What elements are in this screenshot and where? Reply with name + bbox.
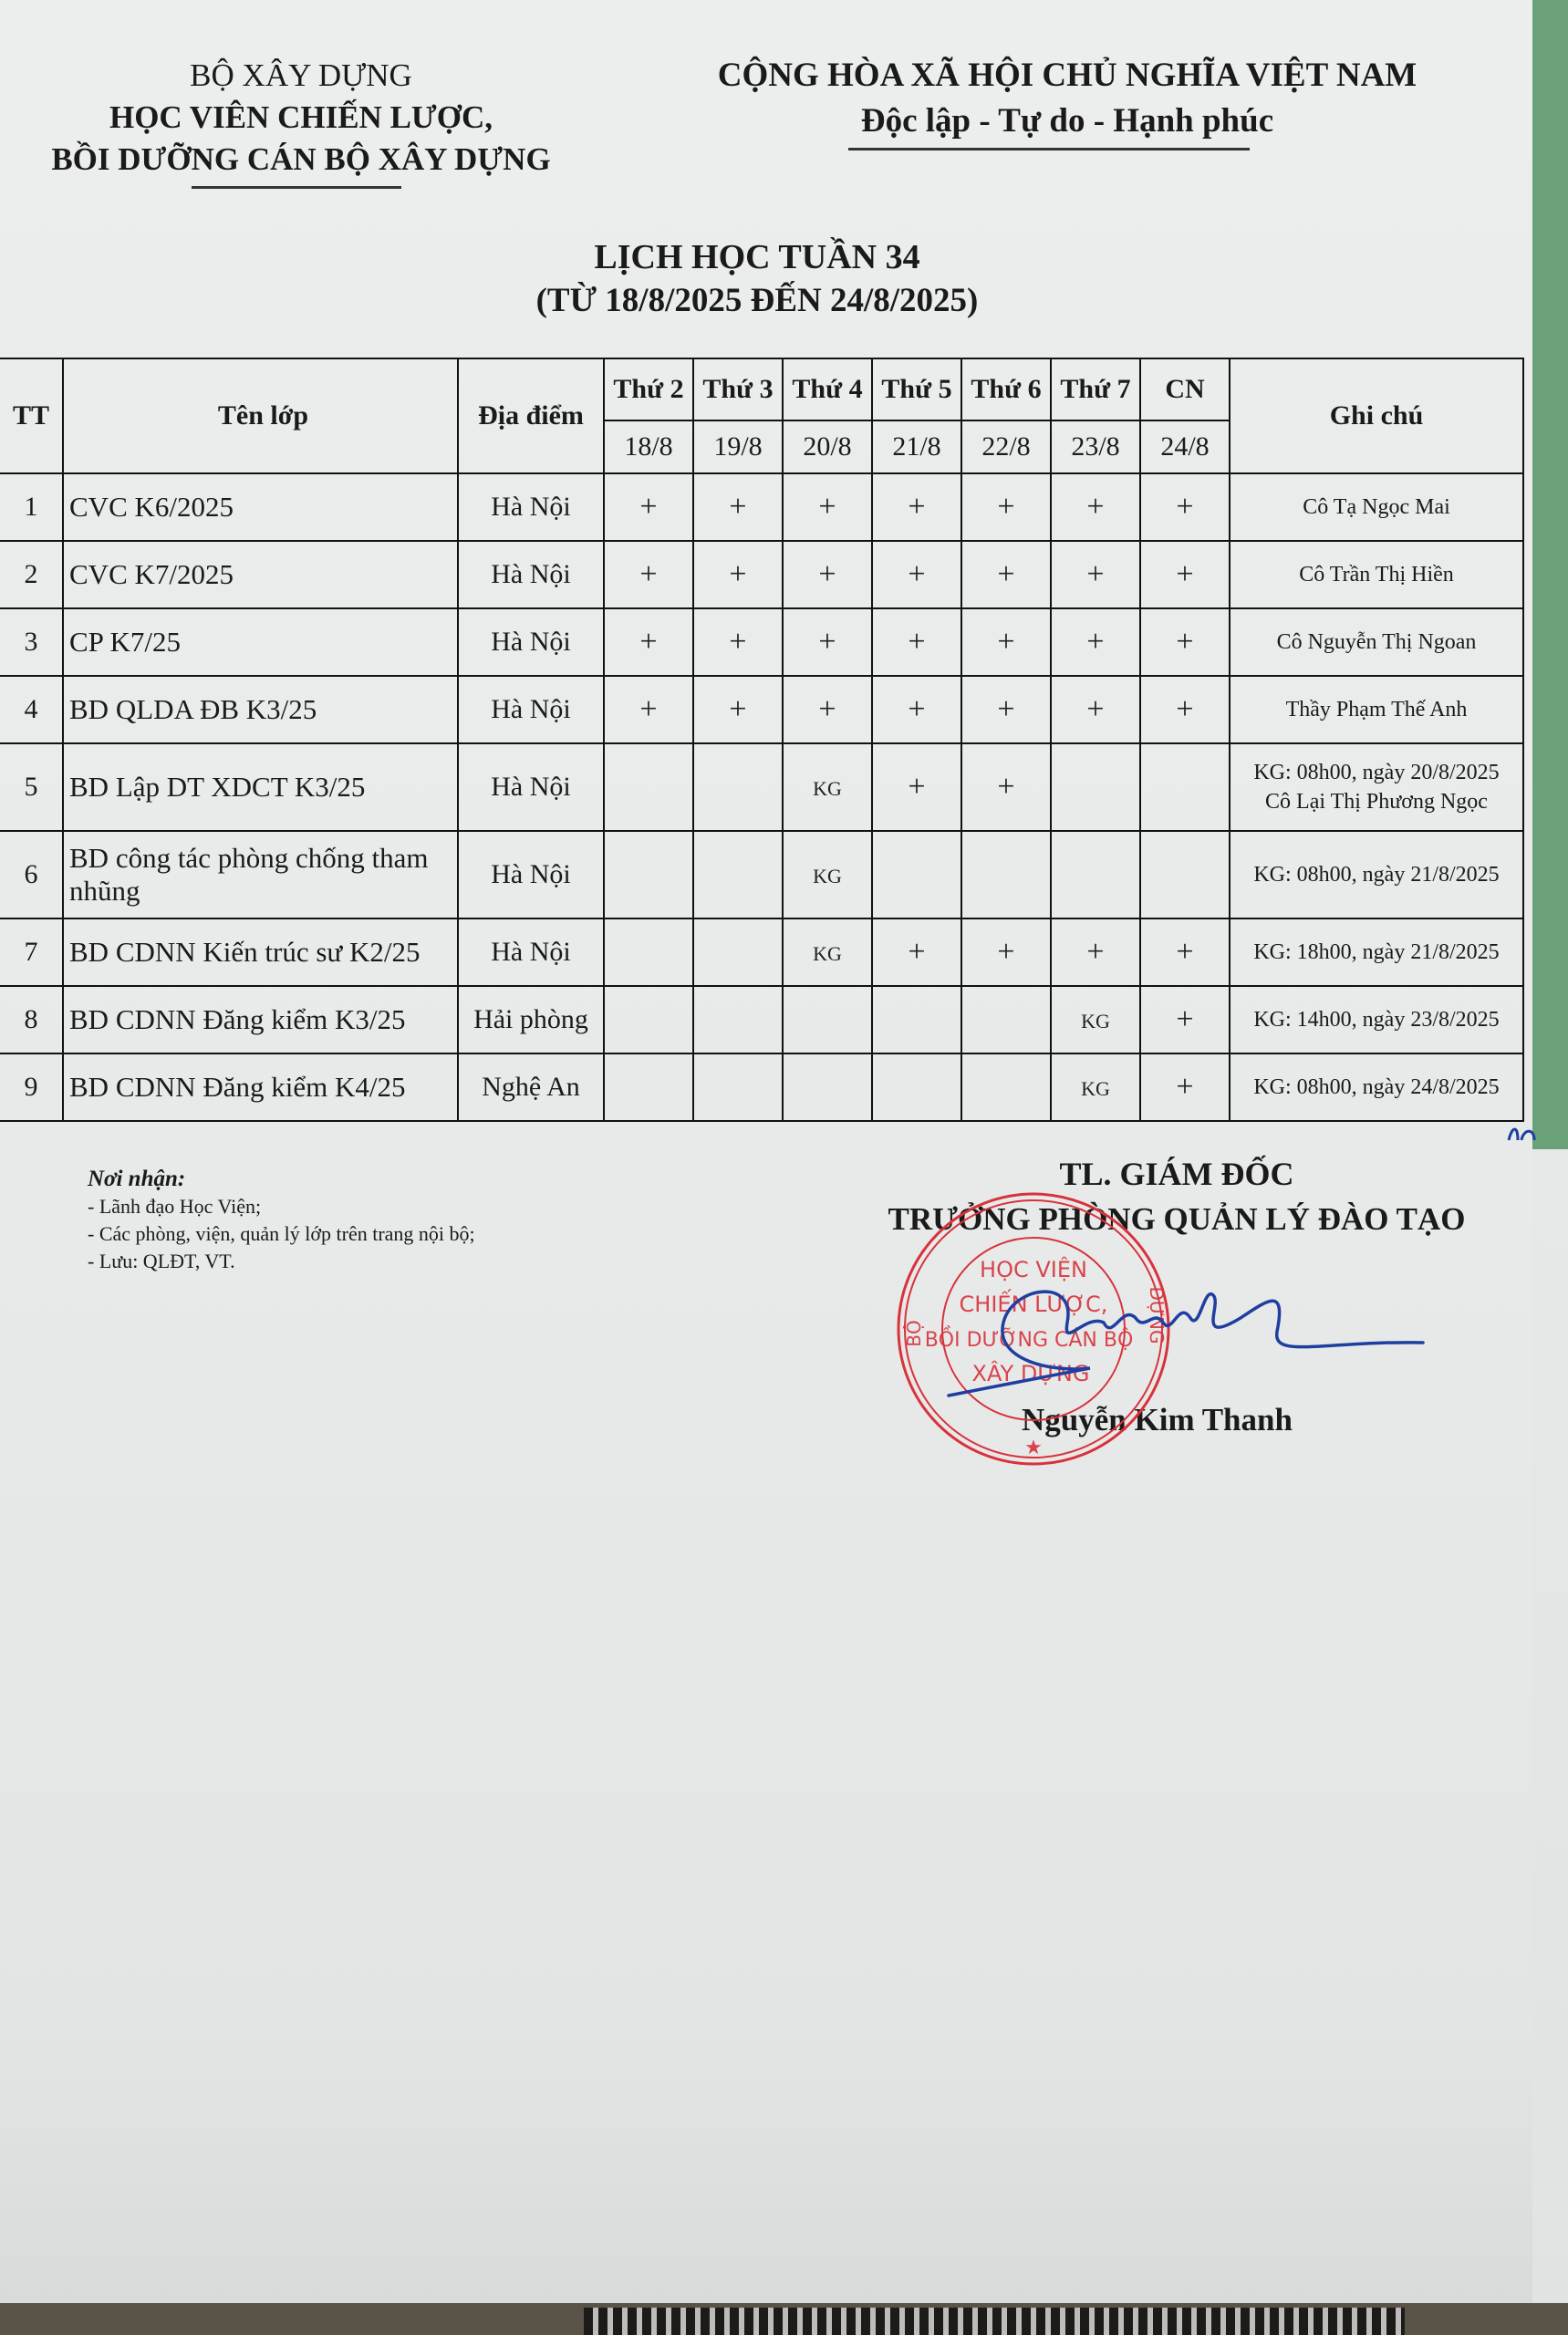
class-location: Hà Nội	[458, 743, 604, 831]
day-cell	[783, 541, 872, 608]
session-mark: +	[997, 490, 1015, 524]
session-mark: +	[1086, 935, 1105, 969]
col-header-note: Ghi chú	[1230, 358, 1523, 473]
row-number: 6	[0, 831, 63, 918]
session-mark: +	[908, 935, 926, 969]
table-row	[0, 608, 1523, 676]
day-cell	[1051, 1053, 1140, 1121]
session-mark: +	[997, 625, 1015, 659]
day-cell	[961, 918, 1051, 986]
note-cell	[1230, 473, 1523, 541]
day-cell	[872, 676, 961, 743]
session-mark: +	[1176, 625, 1194, 659]
note-line: Cô Lại Thị Phương Ngọc	[1265, 790, 1488, 814]
day-cell	[1051, 473, 1140, 541]
signer-name: Nguyễn Kim Thanh	[1022, 1402, 1293, 1437]
session-mark: +	[1176, 490, 1194, 524]
day-cell	[783, 986, 872, 1053]
recipient-item: - Lãnh đạo Học Viện;	[88, 1195, 262, 1218]
note-line: KG: 08h00, ngày 21/8/2025	[1253, 863, 1500, 887]
day-cell	[961, 1053, 1051, 1121]
class-location: Hà Nội	[458, 473, 604, 541]
session-mark: +	[1086, 490, 1105, 524]
day-cell	[961, 831, 1051, 918]
opening-mark: KG	[813, 777, 842, 800]
day-cell	[872, 1053, 961, 1121]
class-location: Hà Nội	[458, 608, 604, 676]
day-cell	[783, 918, 872, 986]
day-cell	[872, 986, 961, 1053]
note-line: Cô Nguyễn Thị Ngoan	[1276, 630, 1477, 654]
stamp-ring-left: BỘ	[903, 1320, 925, 1347]
day-cell	[1140, 541, 1230, 608]
session-mark: +	[1176, 1070, 1194, 1104]
stamp-line: BỒI DƯỠNG CÁN BỘ	[924, 1329, 1134, 1352]
col-header-date: 21/8	[872, 420, 961, 473]
day-cell	[783, 473, 872, 541]
opening-mark: KG	[1081, 1010, 1110, 1033]
day-cell	[1140, 743, 1230, 831]
col-header-date: 24/8	[1140, 420, 1230, 473]
col-header-day: Thứ 3	[693, 358, 783, 420]
row-number: 3	[0, 608, 63, 676]
day-cell	[604, 473, 693, 541]
session-mark: +	[1176, 935, 1194, 969]
svg-text:★: ★	[1024, 1437, 1043, 1459]
class-location: Hà Nội	[458, 676, 604, 743]
day-cell	[693, 541, 783, 608]
class-name: BD QLDA ĐB K3/25	[63, 676, 458, 743]
col-header-date: 23/8	[1051, 420, 1140, 473]
day-cell	[693, 608, 783, 676]
recipient-item: - Lưu: QLĐT, VT.	[88, 1250, 235, 1272]
session-mark: +	[997, 935, 1015, 969]
day-cell	[872, 831, 961, 918]
note-cell	[1230, 743, 1523, 831]
day-cell	[783, 743, 872, 831]
recipient-item: - Các phòng, viện, quản lý lớp trên trang nội bộ;	[88, 1222, 475, 1245]
recipients-block	[88, 1166, 475, 1275]
day-cell	[604, 986, 693, 1053]
day-cell	[1051, 986, 1140, 1053]
day-cell	[604, 1053, 693, 1121]
recipients-heading: Nơi nhận:	[88, 1167, 186, 1191]
day-cell	[1140, 676, 1230, 743]
table-row	[0, 831, 1523, 918]
background-green-edge	[1532, 0, 1568, 1149]
col-header-date: 22/8	[961, 420, 1051, 473]
day-cell	[783, 608, 872, 676]
signature-position: TRƯỞNG PHÒNG QUẢN LÝ ĐÀO TẠO	[888, 1201, 1466, 1237]
day-cell	[872, 473, 961, 541]
day-cell	[1051, 831, 1140, 918]
day-cell	[872, 743, 961, 831]
note-cell	[1230, 986, 1523, 1053]
class-name: CVC K6/2025	[63, 473, 458, 541]
day-cell	[1051, 541, 1140, 608]
row-number: 7	[0, 918, 63, 986]
day-cell	[1140, 986, 1230, 1053]
day-cell	[1051, 676, 1140, 743]
day-cell	[693, 986, 783, 1053]
note-cell	[1230, 1053, 1523, 1121]
stamp-line: HỌC VIỆN	[980, 1257, 1087, 1282]
class-location: Nghệ An	[458, 1053, 604, 1121]
opening-mark: KG	[1081, 1077, 1110, 1100]
class-name: BD Lập DT XDCT K3/25	[63, 743, 458, 831]
table-row	[0, 1053, 1523, 1121]
table-row	[0, 676, 1523, 743]
col-header-day: Thứ 6	[961, 358, 1051, 420]
day-cell	[693, 831, 783, 918]
note-line: Cô Trần Thị Hiền	[1299, 563, 1454, 586]
class-name: CP K7/25	[63, 608, 458, 676]
day-cell	[961, 676, 1051, 743]
session-mark: +	[1086, 692, 1105, 726]
col-header-day: CN	[1140, 358, 1230, 420]
session-mark: +	[818, 557, 836, 591]
day-cell	[604, 676, 693, 743]
day-cell	[1140, 608, 1230, 676]
row-number: 2	[0, 541, 63, 608]
day-cell	[604, 743, 693, 831]
session-mark: +	[1176, 1002, 1194, 1036]
session-mark: +	[729, 692, 747, 726]
session-mark: +	[908, 770, 926, 804]
session-mark: +	[1176, 692, 1194, 726]
day-cell	[604, 918, 693, 986]
schedule-table	[0, 358, 1524, 1122]
day-cell	[693, 1053, 783, 1121]
day-cell	[783, 676, 872, 743]
day-cell	[1140, 918, 1230, 986]
note-cell	[1230, 608, 1523, 676]
opening-mark: KG	[813, 865, 842, 887]
session-mark: +	[639, 557, 658, 591]
col-header-day: Thứ 5	[872, 358, 961, 420]
day-cell	[693, 473, 783, 541]
note-cell	[1230, 676, 1523, 743]
institute-name-line2: BỒI DƯỠNG CÁN BỘ XÂY DỰNG	[51, 141, 551, 177]
note-line: KG: 08h00, ngày 20/8/2025	[1253, 761, 1500, 784]
session-mark: +	[997, 692, 1015, 726]
opening-mark: KG	[813, 942, 842, 965]
national-motto: Độc lập - Tự do - Hạnh phúc	[860, 102, 1274, 140]
session-mark: +	[818, 490, 836, 524]
pen-mark-icon	[1505, 1120, 1542, 1147]
row-number: 4	[0, 676, 63, 743]
session-mark: +	[729, 490, 747, 524]
session-mark: +	[639, 692, 658, 726]
session-mark: +	[729, 625, 747, 659]
session-mark: +	[639, 625, 658, 659]
session-mark: +	[639, 490, 658, 524]
row-number: 9	[0, 1053, 63, 1121]
day-cell	[783, 1053, 872, 1121]
session-mark: +	[1176, 557, 1194, 591]
institute-name-line1: HỌC VIÊN CHIẾN LƯỢC,	[109, 99, 493, 135]
day-cell	[961, 743, 1051, 831]
stamp-ring-right: DỰNG	[1146, 1286, 1168, 1344]
session-mark: +	[818, 625, 836, 659]
day-cell	[961, 986, 1051, 1053]
col-header-date: 19/8	[693, 420, 783, 473]
background-pattern	[584, 2308, 1405, 2335]
header-right	[702, 53, 1432, 150]
class-name: BD CDNN Đăng kiểm K4/25	[63, 1053, 458, 1121]
note-line: Thầy Phạm Thế Anh	[1285, 698, 1468, 721]
nation-name: CỘNG HÒA XÃ HỘI CHỦ NGHĨA VIỆT NAM	[717, 57, 1417, 94]
class-location: Hà Nội	[458, 831, 604, 918]
note-line: Cô Tạ Ngọc Mai	[1303, 495, 1450, 519]
class-location: Hà Nội	[458, 541, 604, 608]
table-row	[0, 473, 1523, 541]
class-name: BD CDNN Đăng kiểm K3/25	[63, 986, 458, 1053]
handwritten-signature-icon	[940, 1268, 1432, 1405]
class-location: Hải phòng	[458, 986, 604, 1053]
session-mark: +	[1086, 625, 1105, 659]
col-header-day: Thứ 7	[1051, 358, 1140, 420]
day-cell	[1051, 918, 1140, 986]
col-header-day: Thứ 2	[604, 358, 693, 420]
col-header-date: 20/8	[783, 420, 872, 473]
title-line1: LỊCH HỌC TUẦN 34	[594, 238, 920, 276]
note-cell	[1230, 918, 1523, 986]
session-mark: +	[908, 625, 926, 659]
session-mark: +	[1086, 557, 1105, 591]
session-mark: +	[908, 557, 926, 591]
header-right-divider	[848, 148, 1250, 150]
session-mark: +	[908, 692, 926, 726]
table-row	[0, 541, 1523, 608]
note-line: KG: 18h00, ngày 21/8/2025	[1253, 940, 1500, 964]
day-cell	[1051, 608, 1140, 676]
day-cell	[1051, 743, 1140, 831]
class-name: CVC K7/2025	[63, 541, 458, 608]
class-name: BD công tác phòng chống tham nhũng	[63, 831, 458, 918]
ministry-name: BỘ XÂY DỰNG	[190, 57, 412, 93]
day-cell	[693, 743, 783, 831]
note-line: KG: 08h00, ngày 24/8/2025	[1253, 1075, 1500, 1099]
table-row	[0, 918, 1523, 986]
day-cell	[604, 608, 693, 676]
session-mark: +	[997, 557, 1015, 591]
session-mark: +	[729, 557, 747, 591]
col-header-location: Địa điểm	[458, 358, 604, 473]
row-number: 1	[0, 473, 63, 541]
document-title	[438, 235, 1076, 323]
col-header-date: 18/8	[604, 420, 693, 473]
day-cell	[693, 676, 783, 743]
day-cell	[604, 541, 693, 608]
header-left-divider	[192, 186, 401, 189]
note-line: KG: 14h00, ngày 23/8/2025	[1253, 1008, 1500, 1032]
day-cell	[961, 473, 1051, 541]
title-line2: (TỪ 18/8/2025 ĐẾN 24/8/2025)	[535, 282, 979, 319]
session-mark: +	[997, 770, 1015, 804]
row-number: 8	[0, 986, 63, 1053]
session-mark: +	[908, 490, 926, 524]
day-cell	[872, 541, 961, 608]
col-header-day: Thứ 4	[783, 358, 872, 420]
signature-title: TL. GIÁM ĐỐC	[1059, 1156, 1294, 1192]
session-mark: +	[818, 692, 836, 726]
day-cell	[1140, 1053, 1230, 1121]
row-number: 5	[0, 743, 63, 831]
day-cell	[1140, 473, 1230, 541]
col-header-tt: TT	[0, 358, 63, 473]
header-left	[36, 55, 566, 189]
day-cell	[872, 608, 961, 676]
note-cell	[1230, 541, 1523, 608]
day-cell	[783, 831, 872, 918]
day-cell	[961, 608, 1051, 676]
note-cell	[1230, 831, 1523, 918]
class-name: BD CDNN Kiến trúc sư K2/25	[63, 918, 458, 986]
day-cell	[1140, 831, 1230, 918]
day-cell	[961, 541, 1051, 608]
stamp-line: XÂY DỰNG	[971, 1361, 1090, 1386]
day-cell	[693, 918, 783, 986]
table-row	[0, 743, 1523, 831]
day-cell	[872, 918, 961, 986]
day-cell	[604, 831, 693, 918]
background-paper-edge	[1532, 1149, 1568, 2303]
col-header-name: Tên lớp	[63, 358, 458, 473]
table-row	[0, 986, 1523, 1053]
stamp-line: CHIẾN LƯỢC,	[959, 1292, 1108, 1317]
class-location: Hà Nội	[458, 918, 604, 986]
